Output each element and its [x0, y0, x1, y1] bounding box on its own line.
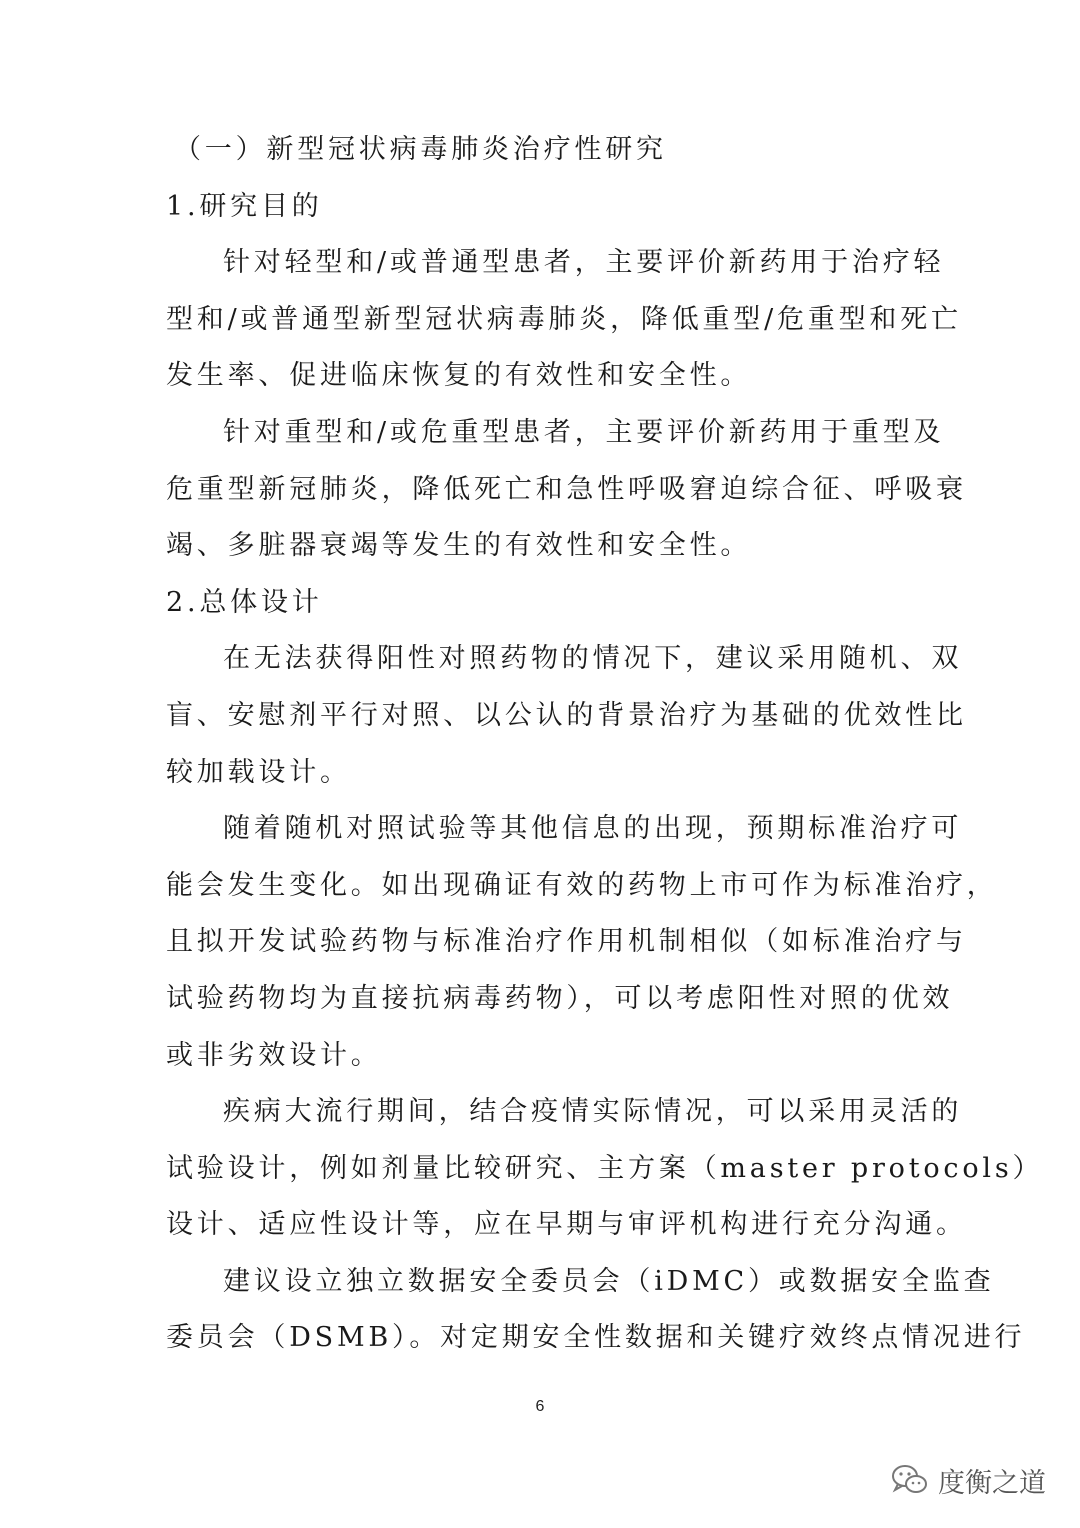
text-line: 委员会（DSMB）。对定期安全性数据和关键疗效终点情况进行	[166, 1322, 1026, 1354]
text-line: 较加载设计。	[166, 756, 351, 788]
text-line: 且拟开发试验药物与标准治疗作用机制相似（如标准治疗与	[166, 926, 967, 958]
text-line: 能会发生变化。如出现确证有效的药物上市可作为标准治疗，	[166, 869, 998, 901]
text-line: 盲、安慰剂平行对照、以公认的背景治疗为基础的优效性比	[166, 699, 967, 731]
text-line: 危重型新冠肺炎，降低死亡和急性呼吸窘迫综合征、呼吸衰	[166, 473, 967, 505]
wechat-icon	[890, 1462, 930, 1498]
subheading: 1.研究目的	[166, 190, 323, 222]
page-number: 6	[535, 1398, 545, 1415]
text-line: 建议设立独立数据安全委员会（iDMC）或数据安全监查	[223, 1265, 995, 1297]
text-line: 竭、多脏器衰竭等发生的有效性和安全性。	[166, 530, 752, 562]
text-line: 试验药物均为直接抗病毒药物），可以考虑阳性对照的优效	[166, 982, 954, 1014]
text-line: 发生率、促进临床恢复的有效性和安全性。	[166, 360, 752, 392]
text-line: 针对轻型和/或普通型患者，主要评价新药用于治疗轻	[223, 247, 945, 279]
subheading: 2.总体设计	[166, 586, 323, 618]
text-line: 型和/或普通型新型冠状病毒肺炎，降低重型/危重型和死亡	[166, 303, 962, 335]
section-title: （一）新型冠状病毒肺炎治疗性研究	[174, 134, 667, 165]
text-line: 针对重型和/或危重型患者，主要评价新药用于重型及	[223, 416, 945, 448]
text-line: 设计、适应性设计等，应在早期与审评机构进行充分沟通。	[166, 1209, 967, 1241]
document-body	[166, 122, 1044, 1367]
text-line: 或非劣效设计。	[166, 1039, 382, 1071]
text-line: 试验设计，例如剂量比较研究、主方案（master protocols）	[166, 1152, 1044, 1184]
text-line: 疾病大流行期间，结合疫情实际情况，可以采用灵活的	[223, 1096, 963, 1128]
text-line: 在无法获得阳性对照药物的情况下，建议采用随机、双	[223, 643, 963, 675]
text-line: 随着随机对照试验等其他信息的出现，预期标准治疗可	[223, 813, 963, 845]
watermark	[890, 1457, 1046, 1503]
watermark-text: 度衡之道	[938, 1467, 1046, 1499]
